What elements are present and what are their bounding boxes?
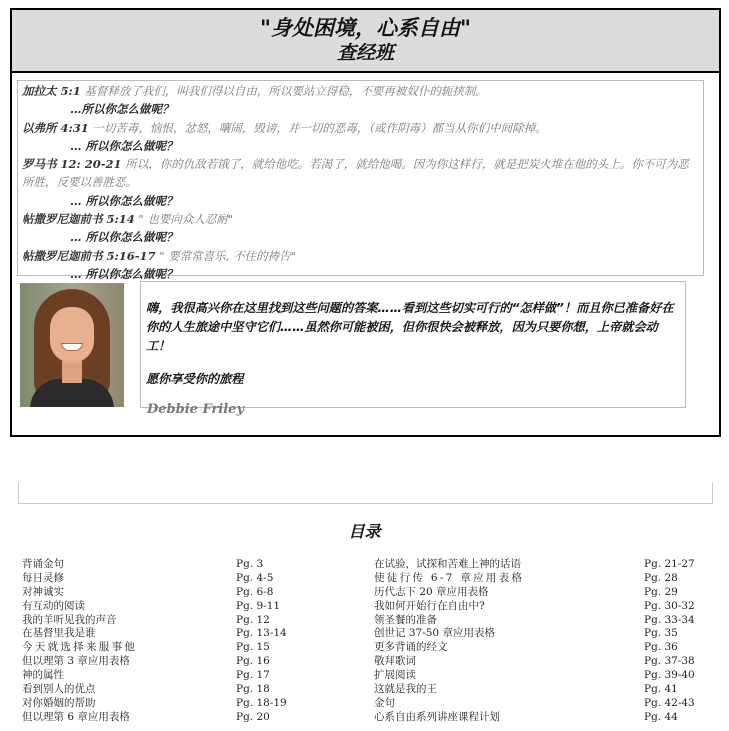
toc-title: 目录 [348, 522, 381, 541]
toc-entry [22, 600, 322, 614]
toc-entry [22, 655, 322, 669]
toc-entry [22, 558, 322, 572]
toc-entry-label: 背诵金句 [22, 558, 64, 570]
toc-entry [22, 697, 322, 711]
verse-reference: 帖撒罗尼迦前书 5:16-17 [22, 248, 156, 263]
toc-entry-label: 金句 [374, 696, 395, 709]
toc-entry-page: Pg. 36 [644, 641, 678, 654]
toc-entry [374, 614, 714, 628]
toc-entry-label: 在试验，试探和苦难上神的话语 [374, 558, 521, 570]
toc-entry-label: 心系自由系列讲座课程计划 [374, 710, 500, 723]
toc-entry [22, 683, 322, 697]
toc-entry-page: Pg. 35 [644, 627, 678, 640]
toc-entry-page: Pg. 18-19 [236, 696, 287, 709]
toc-entry-page: Pg. 15 [236, 641, 270, 654]
toc-entry-label: 扩展阅读 [374, 669, 416, 682]
message-wish: 愿你享受你的旅程 [146, 372, 244, 386]
toc-entry [374, 572, 714, 586]
toc-entry [374, 655, 714, 669]
toc-entry [22, 641, 322, 655]
toc-entry-label: 使徒行传 6-7 章应用表格 [374, 571, 525, 584]
verse-reference: 帖撒罗尼迦前书 5:14 [22, 212, 135, 227]
toc-entry-label: 今天就选择来服事他 [22, 641, 138, 654]
toc-entry-page: Pg. 41 [644, 683, 678, 696]
message-body: 嗨，我很高兴你在这里找到这些问题的答案……看到这些切实可行的“怎样做”！而且你已准备好在你的人生旅途中坚守它们……虽然你可能被困，但你很快会被释放，因为只要你想，上帝就会动工！ [146, 301, 674, 353]
verse-item [22, 155, 698, 192]
toc-entry [22, 711, 322, 725]
verse-text: 一切苦毒，恼恨，忿怒，嚷闹，毁谤，并一切的恶毒，（或作阴毒）都当从你们中间除掉。 [92, 120, 547, 135]
toc-entry-label: 更多背诵的经文 [374, 641, 448, 654]
toc-entry-page: Pg. 18 [236, 683, 270, 696]
toc-entry-label: 这就是我的王 [374, 683, 437, 696]
author-photo [20, 283, 124, 407]
toc-entry-label: 我的羊听见我的声音 [22, 613, 117, 626]
toc-entry-label: 领圣餐的准备 [374, 613, 437, 626]
photo-face [50, 307, 94, 363]
verse-text: " 也要向众人忍耐" [138, 212, 234, 227]
verse-text: " 要常常喜乐, 不住的祷告" [159, 248, 296, 263]
toc-entry-label: 神的属性 [22, 669, 64, 682]
toc-entry-page: Pg. 21-27 [644, 558, 695, 570]
page-header [12, 10, 719, 73]
toc-entry-label: 对神诚实 [22, 585, 64, 598]
toc-entry-page: Pg. 39-40 [644, 669, 695, 682]
verse-prompt: … 所以你怎么做呢？ [70, 230, 178, 245]
verse-item [22, 210, 698, 228]
toc-entry [22, 614, 322, 628]
toc-entry [22, 572, 322, 586]
toc-entry-page: Pg. 4-5 [236, 571, 274, 584]
author-signature: Debbie Friley [147, 402, 245, 417]
verse-prompt: … 所以你怎么做呢？ [70, 138, 178, 153]
verse-reference: 加拉太 5:1 [22, 84, 81, 98]
toc-entry-page: Pg. 6-8 [236, 585, 274, 598]
toc-entry [374, 600, 714, 614]
toc-left-column [22, 558, 322, 725]
toc-entry-page: Pg. 37-38 [644, 655, 695, 668]
page-subtitle: 查经班 [336, 42, 394, 64]
toc-right-column [374, 558, 714, 725]
toc-entry-page: Pg. 16 [236, 655, 270, 668]
toc-entry-page: Pg. 28 [644, 571, 678, 584]
toc-entry [22, 627, 322, 641]
toc-entry-page: Pg. 20 [236, 710, 270, 723]
toc-entry-page: Pg. 33-34 [644, 613, 695, 626]
toc-entry-page: Pg. 9-11 [236, 599, 281, 612]
toc-entry-page: Pg. 13-14 [236, 627, 287, 640]
toc-entry [374, 586, 714, 600]
toc-entry-label: 敬拜歌词 [374, 655, 416, 668]
toc-entry-label: 在基督里我是谁 [22, 627, 96, 640]
toc-entry-label: 历代志下 20 章应用表格 [374, 585, 489, 598]
verse-reference: 罗马书 12: 20-21 [22, 157, 122, 172]
verse-prompt: … 所以你怎么做呢？ [70, 266, 178, 281]
page-title: "身处困境，心系自由" [260, 16, 471, 40]
toc-entry [374, 627, 714, 641]
toc-entry [374, 558, 714, 572]
toc-entry-label: 创世记 37-50 章应用表格 [374, 627, 495, 640]
toc-entry [374, 711, 714, 725]
photo-neck [62, 361, 82, 383]
toc-entry-page: Pg. 42-43 [644, 696, 695, 709]
toc-entry [374, 683, 714, 697]
toc-entry-label: 但以理第 6 章应用表格 [22, 710, 130, 723]
toc-entry-page: Pg. 17 [236, 669, 270, 682]
toc-entry [374, 669, 714, 683]
toc-entry-label: 每日灵修 [22, 571, 64, 584]
toc-entry-page: Pg. 12 [236, 613, 270, 626]
verse-list [17, 80, 704, 281]
section-divider [18, 482, 713, 504]
toc-entry-page: Pg. 30-32 [644, 599, 695, 612]
verse-text: 所以，你的仇敌若饿了，就给他吃。若渴了，就给他喝。因为你这样行，就是把炭火堆在他的头上。你不可为恶所胜，反要以善胜恶。 [22, 157, 689, 190]
toc-entry-page: Pg. 29 [644, 585, 678, 598]
verse-prompt: … 所以你怎么做呢？ [70, 193, 178, 208]
toc-entry-label: 对你婚姻的帮助 [22, 696, 96, 709]
verse-item [22, 82, 698, 100]
toc-entry-label: 但以理第 3 章应用表格 [22, 655, 130, 668]
verse-item [22, 247, 698, 265]
toc-entry [374, 697, 714, 711]
toc-entry-page: Pg. 3 [236, 558, 264, 570]
toc-entry-label: 我如何开始行在自由中? [374, 599, 485, 612]
toc-entry [22, 669, 322, 683]
author-message [140, 281, 686, 408]
verse-item [22, 119, 698, 137]
toc-entry [374, 641, 714, 655]
verse-prompt: …所以你怎么做呢？ [70, 102, 174, 117]
toc-entry [22, 586, 322, 600]
toc-entry-label: 看到别人的优点 [22, 683, 96, 696]
verse-text: 基督释放了我们，叫我们得以自由，所以要站立得稳，不要再被奴仆的轭挟制。 [84, 84, 487, 98]
toc-entry-label: 有互动的阅读 [22, 599, 85, 612]
verse-reference: 以弗所 4:31 [22, 120, 89, 135]
toc-entry-page: Pg. 44 [644, 710, 678, 723]
